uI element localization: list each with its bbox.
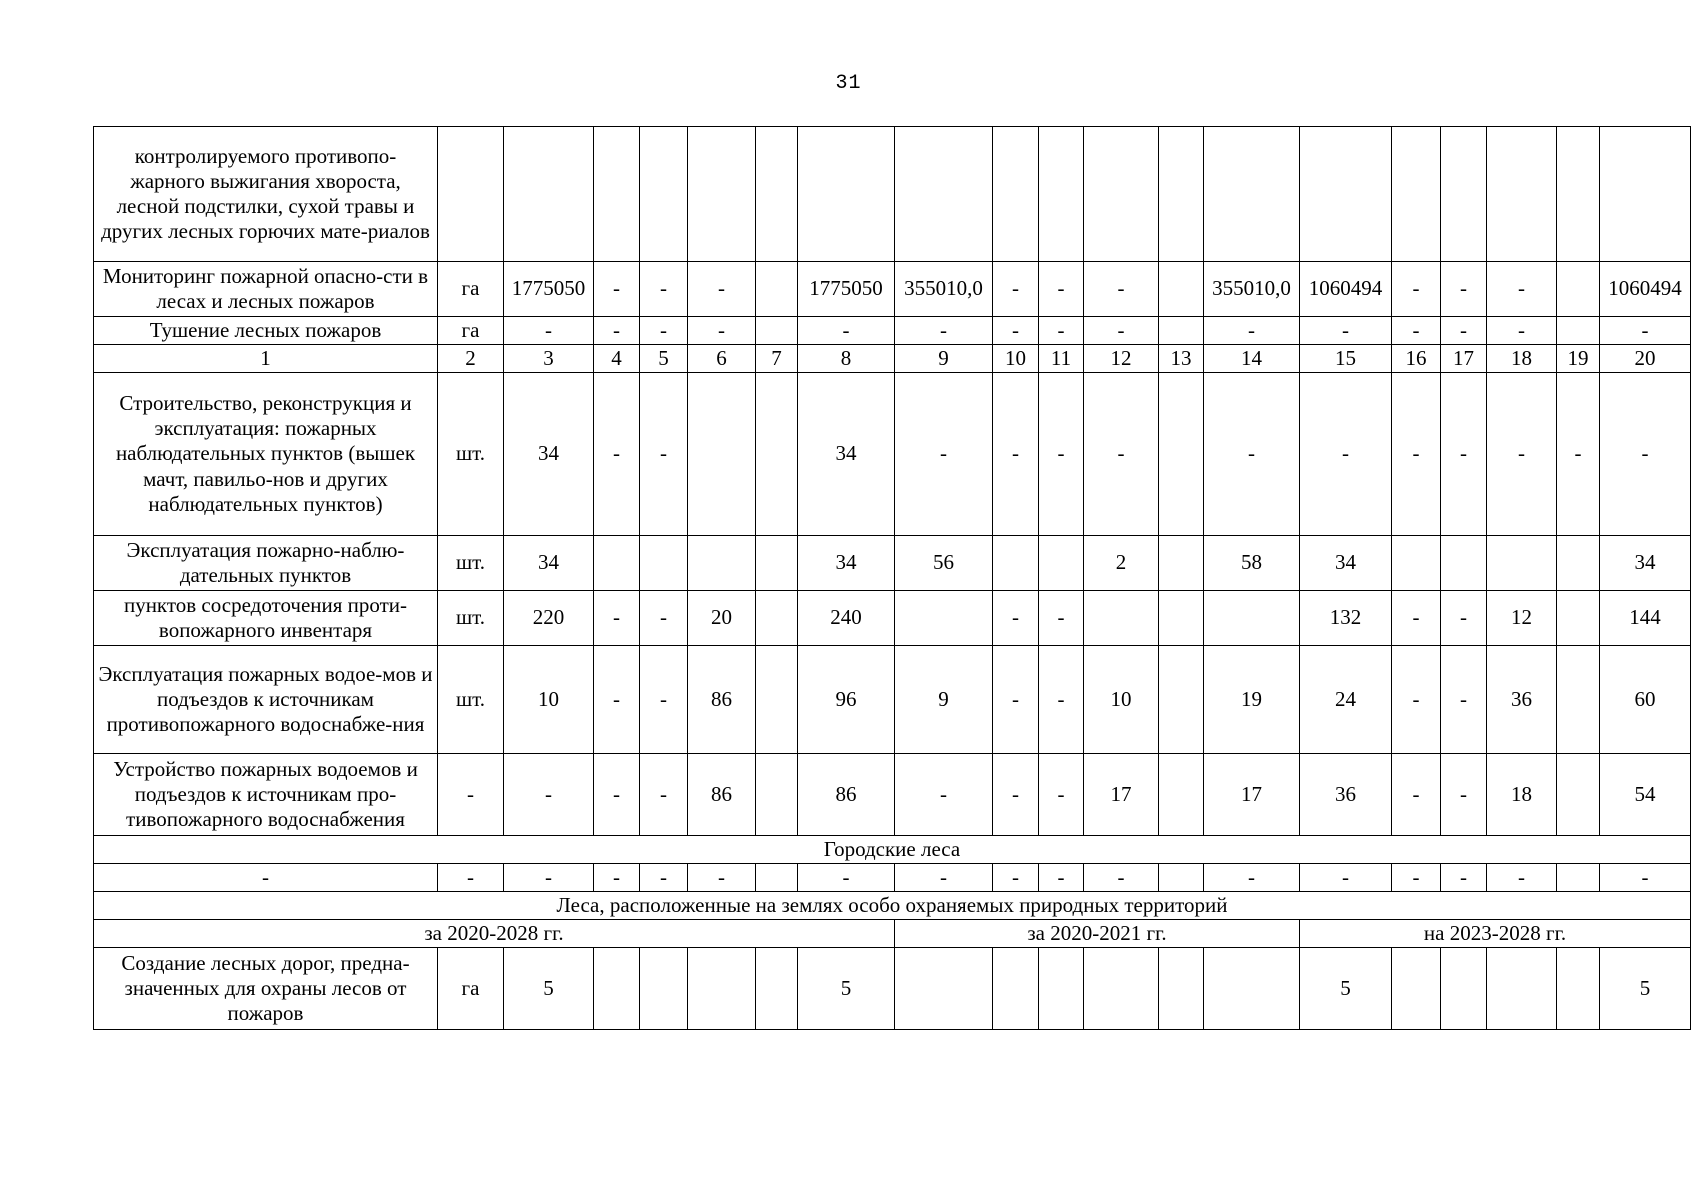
- value-cell: [1600, 127, 1691, 262]
- value-cell: [1039, 948, 1084, 1030]
- column-number-cell: 11: [1039, 345, 1084, 373]
- value-cell: -: [1039, 646, 1084, 754]
- value-cell: [895, 127, 993, 262]
- unit-cell: га: [438, 262, 504, 317]
- value-cell: -: [1392, 754, 1441, 836]
- unit-cell: шт.: [438, 646, 504, 754]
- value-cell: -: [1600, 864, 1691, 892]
- unit-cell: шт.: [438, 536, 504, 591]
- table-row: [94, 646, 1691, 754]
- value-cell: [756, 373, 798, 536]
- value-cell: 5: [1300, 948, 1392, 1030]
- value-cell: -: [1392, 646, 1441, 754]
- value-cell: -: [1039, 373, 1084, 536]
- value-cell: -: [1600, 373, 1691, 536]
- value-cell: -: [640, 864, 688, 892]
- unit-cell: шт.: [438, 591, 504, 646]
- value-cell: -: [1441, 646, 1487, 754]
- value-cell: 240: [798, 591, 895, 646]
- value-cell: [1392, 127, 1441, 262]
- fire-protection-table: [93, 126, 1691, 1030]
- value-cell: [1487, 536, 1557, 591]
- value-cell: [756, 948, 798, 1030]
- value-cell: -: [1084, 373, 1159, 536]
- section-title-gorodskie: Городские леса: [94, 836, 1691, 864]
- value-cell: -: [895, 317, 993, 345]
- value-cell: [594, 536, 640, 591]
- value-cell: [688, 536, 756, 591]
- value-cell: -: [1392, 591, 1441, 646]
- column-number-cell: 13: [1159, 345, 1204, 373]
- value-cell: [1557, 536, 1600, 591]
- column-number-cell: 14: [1204, 345, 1300, 373]
- row-label: контролируемого противопо-жарного выжигания хвороста, лесной подстилки, сухой травы и других лесных горючих мате-риалов: [94, 127, 438, 262]
- value-cell: -: [1039, 591, 1084, 646]
- value-cell: [1204, 127, 1300, 262]
- value-cell: -: [504, 754, 594, 836]
- value-cell: -: [640, 262, 688, 317]
- value-cell: -: [1392, 864, 1441, 892]
- value-cell: -: [688, 864, 756, 892]
- value-cell: -: [640, 317, 688, 345]
- value-cell: 1060494: [1300, 262, 1392, 317]
- value-cell: -: [1039, 754, 1084, 836]
- value-cell: -: [1441, 262, 1487, 317]
- value-cell: [1159, 754, 1204, 836]
- value-cell: [756, 317, 798, 345]
- column-number-cell: 9: [895, 345, 993, 373]
- value-cell: [756, 127, 798, 262]
- column-number-cell: 20: [1600, 345, 1691, 373]
- value-cell: -: [993, 373, 1039, 536]
- value-cell: [756, 591, 798, 646]
- row-label: Устройство пожарных водоемов и подъездов к источникам про-тивопожарного водоснабжения: [94, 754, 438, 836]
- value-cell: [1487, 127, 1557, 262]
- value-cell: [993, 536, 1039, 591]
- value-cell: [688, 373, 756, 536]
- value-cell: [1392, 948, 1441, 1030]
- value-cell: -: [1204, 373, 1300, 536]
- value-cell: -: [640, 591, 688, 646]
- value-cell: [798, 127, 895, 262]
- value-cell: 58: [1204, 536, 1300, 591]
- value-cell: [504, 127, 594, 262]
- value-cell: -: [594, 864, 640, 892]
- value-cell: [1159, 536, 1204, 591]
- row-label: Тушение лесных пожаров: [94, 317, 438, 345]
- value-cell: [688, 127, 756, 262]
- value-cell: [1557, 864, 1600, 892]
- value-cell: [895, 591, 993, 646]
- value-cell: [756, 646, 798, 754]
- value-cell: 54: [1600, 754, 1691, 836]
- value-cell: 34: [1300, 536, 1392, 591]
- value-cell: 355010,0: [1204, 262, 1300, 317]
- value-cell: -: [1487, 373, 1557, 536]
- value-cell: -: [1039, 262, 1084, 317]
- value-cell: [1084, 948, 1159, 1030]
- table-row: [94, 864, 1691, 892]
- column-number-cell: 1: [94, 345, 438, 373]
- value-cell: [1159, 373, 1204, 536]
- value-cell: -: [1392, 317, 1441, 345]
- value-cell: -: [1441, 317, 1487, 345]
- value-cell: [640, 536, 688, 591]
- value-cell: -: [504, 864, 594, 892]
- value-cell: 10: [1084, 646, 1159, 754]
- column-number-cell: 16: [1392, 345, 1441, 373]
- value-cell: -: [1487, 317, 1557, 345]
- table-row: [94, 536, 1691, 591]
- value-cell: [640, 127, 688, 262]
- value-cell: 86: [688, 646, 756, 754]
- value-cell: [1159, 127, 1204, 262]
- value-cell: [1204, 591, 1300, 646]
- column-number-cell: 8: [798, 345, 895, 373]
- column-number-cell: 18: [1487, 345, 1557, 373]
- value-cell: 56: [895, 536, 993, 591]
- value-cell: -: [895, 373, 993, 536]
- value-cell: [1557, 262, 1600, 317]
- column-number-cell: 12: [1084, 345, 1159, 373]
- value-cell: 17: [1204, 754, 1300, 836]
- value-cell: 132: [1300, 591, 1392, 646]
- row-label: Мониторинг пожарной опасно-сти в лесах и лесных пожаров: [94, 262, 438, 317]
- value-cell: 19: [1204, 646, 1300, 754]
- value-cell: -: [1084, 262, 1159, 317]
- value-cell: [1159, 591, 1204, 646]
- value-cell: [1557, 317, 1600, 345]
- period-cell: на 2023-2028 гг.: [1300, 920, 1691, 948]
- value-cell: 9: [895, 646, 993, 754]
- value-cell: -: [1441, 754, 1487, 836]
- value-cell: -: [993, 646, 1039, 754]
- value-cell: 34: [798, 373, 895, 536]
- value-cell: 5: [1600, 948, 1691, 1030]
- value-cell: -: [504, 317, 594, 345]
- value-cell: [1159, 646, 1204, 754]
- column-number-cell: 19: [1557, 345, 1600, 373]
- value-cell: 220: [504, 591, 594, 646]
- value-cell: [688, 948, 756, 1030]
- value-cell: [1039, 536, 1084, 591]
- table-row: [94, 373, 1691, 536]
- value-cell: -: [895, 864, 993, 892]
- value-cell: [1159, 317, 1204, 345]
- value-cell: -: [1300, 864, 1392, 892]
- value-cell: -: [895, 754, 993, 836]
- value-cell: -: [1392, 373, 1441, 536]
- table-row: [94, 127, 1691, 262]
- value-cell: [756, 536, 798, 591]
- value-cell: 1060494: [1600, 262, 1691, 317]
- value-cell: -: [1441, 591, 1487, 646]
- value-cell: [1159, 948, 1204, 1030]
- value-cell: -: [993, 591, 1039, 646]
- value-cell: -: [688, 262, 756, 317]
- value-cell: 10: [504, 646, 594, 754]
- value-cell: -: [594, 373, 640, 536]
- value-cell: [594, 127, 640, 262]
- value-cell: [1159, 864, 1204, 892]
- column-numbers-row: [94, 345, 1691, 373]
- value-cell: 24: [1300, 646, 1392, 754]
- value-cell: [993, 948, 1039, 1030]
- period-row: [94, 920, 1691, 948]
- row-label: -: [94, 864, 438, 892]
- unit-cell: га: [438, 948, 504, 1030]
- table-row: [94, 948, 1691, 1030]
- value-cell: 36: [1300, 754, 1392, 836]
- value-cell: [1084, 127, 1159, 262]
- column-number-cell: 17: [1441, 345, 1487, 373]
- value-cell: -: [594, 262, 640, 317]
- value-cell: 12: [1487, 591, 1557, 646]
- value-cell: -: [594, 754, 640, 836]
- column-number-cell: 6: [688, 345, 756, 373]
- value-cell: [756, 754, 798, 836]
- row-label: Строительство, реконструкция и эксплуатация: пожарных наблюдательных пунктов (вышек мачт, павильо-нов и других наблюдательных пунктов): [94, 373, 438, 536]
- value-cell: -: [1487, 864, 1557, 892]
- column-number-cell: 7: [756, 345, 798, 373]
- unit-cell: -: [438, 864, 504, 892]
- section-title-oopt: Леса, расположенные на землях особо охраняемых природных территорий: [94, 892, 1691, 920]
- unit-cell: [438, 127, 504, 262]
- value-cell: -: [1300, 317, 1392, 345]
- value-cell: -: [1084, 864, 1159, 892]
- page-number: 31: [835, 72, 862, 95]
- value-cell: -: [993, 262, 1039, 317]
- value-cell: -: [1441, 864, 1487, 892]
- value-cell: 1775050: [798, 262, 895, 317]
- value-cell: -: [688, 317, 756, 345]
- table-row: [94, 317, 1691, 345]
- row-label: Создание лесных дорог, предна-значенных для охраны лесов от пожаров: [94, 948, 438, 1030]
- value-cell: -: [1441, 373, 1487, 536]
- row-label: Эксплуатация пожарных водое-мов и подъездов к источникам противопожарного водоснабже-ния: [94, 646, 438, 754]
- value-cell: -: [993, 754, 1039, 836]
- value-cell: -: [1204, 864, 1300, 892]
- table-body: [94, 127, 1691, 1030]
- value-cell: 355010,0: [895, 262, 993, 317]
- table-row: [94, 591, 1691, 646]
- value-cell: -: [640, 646, 688, 754]
- value-cell: [1039, 127, 1084, 262]
- column-number-cell: 2: [438, 345, 504, 373]
- value-cell: -: [640, 373, 688, 536]
- value-cell: [756, 864, 798, 892]
- value-cell: [1441, 536, 1487, 591]
- value-cell: 2: [1084, 536, 1159, 591]
- value-cell: [1487, 948, 1557, 1030]
- column-number-cell: 4: [594, 345, 640, 373]
- column-number-cell: 3: [504, 345, 594, 373]
- value-cell: 86: [798, 754, 895, 836]
- value-cell: -: [594, 646, 640, 754]
- value-cell: [993, 127, 1039, 262]
- value-cell: -: [993, 864, 1039, 892]
- value-cell: [640, 948, 688, 1030]
- value-cell: 5: [504, 948, 594, 1030]
- column-number-cell: 15: [1300, 345, 1392, 373]
- value-cell: [1204, 948, 1300, 1030]
- value-cell: -: [1487, 262, 1557, 317]
- value-cell: [1557, 646, 1600, 754]
- table-row: [94, 754, 1691, 836]
- value-cell: [895, 948, 993, 1030]
- section-header-row: [94, 892, 1691, 920]
- value-cell: 18: [1487, 754, 1557, 836]
- period-cell: за 2020-2028 гг.: [94, 920, 895, 948]
- value-cell: 144: [1600, 591, 1691, 646]
- unit-cell: -: [438, 754, 504, 836]
- value-cell: [1441, 127, 1487, 262]
- value-cell: -: [1600, 317, 1691, 345]
- unit-cell: га: [438, 317, 504, 345]
- period-cell: за 2020-2021 гг.: [895, 920, 1300, 948]
- value-cell: 34: [798, 536, 895, 591]
- value-cell: [1441, 948, 1487, 1030]
- value-cell: [594, 948, 640, 1030]
- value-cell: 1775050: [504, 262, 594, 317]
- value-cell: 34: [504, 536, 594, 591]
- value-cell: -: [1300, 373, 1392, 536]
- value-cell: 17: [1084, 754, 1159, 836]
- value-cell: 36: [1487, 646, 1557, 754]
- value-cell: -: [1039, 864, 1084, 892]
- value-cell: -: [594, 317, 640, 345]
- row-label: пунктов сосредоточения проти-вопожарного инвентаря: [94, 591, 438, 646]
- unit-cell: шт.: [438, 373, 504, 536]
- column-number-cell: 10: [993, 345, 1039, 373]
- value-cell: -: [798, 317, 895, 345]
- value-cell: 60: [1600, 646, 1691, 754]
- row-label: Эксплуатация пожарно-наблю-дательных пунктов: [94, 536, 438, 591]
- value-cell: [1300, 127, 1392, 262]
- value-cell: -: [1557, 373, 1600, 536]
- value-cell: [1084, 591, 1159, 646]
- column-number-cell: 5: [640, 345, 688, 373]
- value-cell: [1557, 948, 1600, 1030]
- value-cell: 20: [688, 591, 756, 646]
- value-cell: [1557, 754, 1600, 836]
- section-header-row: [94, 836, 1691, 864]
- value-cell: 86: [688, 754, 756, 836]
- table-row: [94, 262, 1691, 317]
- value-cell: -: [640, 754, 688, 836]
- value-cell: [1557, 127, 1600, 262]
- value-cell: [1557, 591, 1600, 646]
- value-cell: -: [798, 864, 895, 892]
- value-cell: -: [1039, 317, 1084, 345]
- value-cell: [1159, 262, 1204, 317]
- value-cell: 5: [798, 948, 895, 1030]
- value-cell: [1392, 536, 1441, 591]
- value-cell: 96: [798, 646, 895, 754]
- value-cell: -: [1084, 317, 1159, 345]
- value-cell: -: [1204, 317, 1300, 345]
- value-cell: [756, 262, 798, 317]
- value-cell: 34: [504, 373, 594, 536]
- value-cell: -: [993, 317, 1039, 345]
- value-cell: -: [594, 591, 640, 646]
- value-cell: -: [1392, 262, 1441, 317]
- value-cell: 34: [1600, 536, 1691, 591]
